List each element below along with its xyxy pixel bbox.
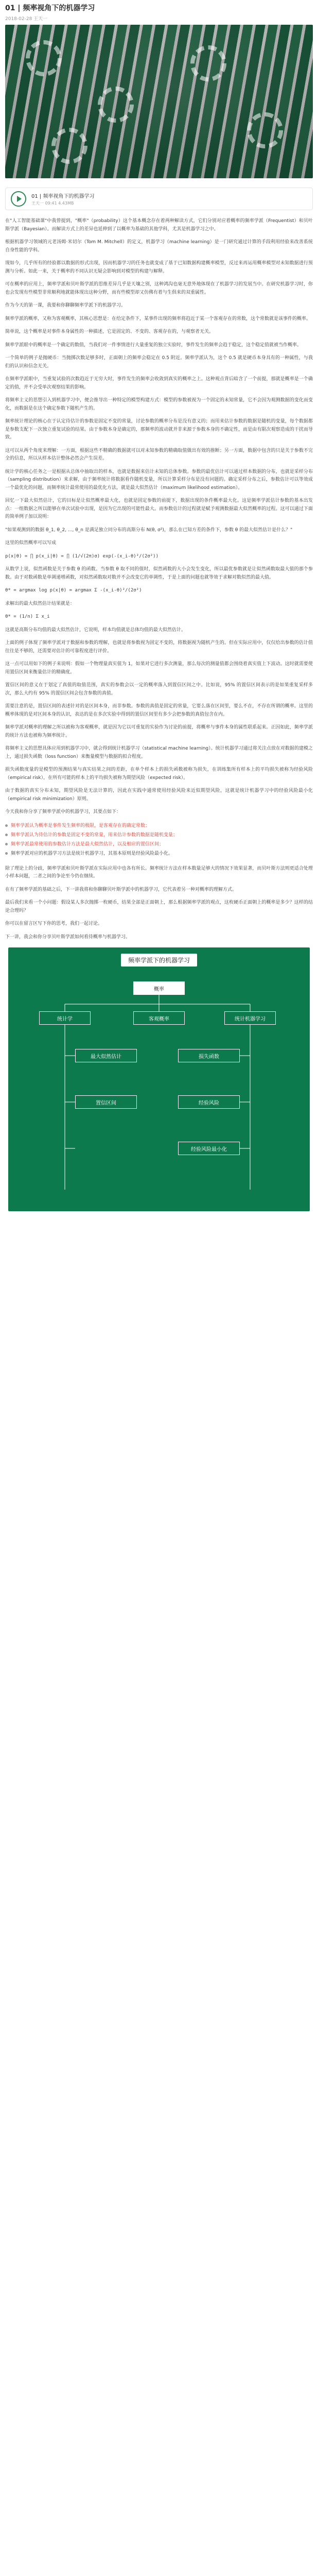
paragraph: 频率学派对概率的理解之所以被称为客观概率，就是因为它以可重复的实验作为讨论的前提，将概率与事件本身的属性联系起来。正因如此，频率学派的统计方法也被称为频率统计。 bbox=[5, 725, 313, 738]
list-item: 频率学派对应的机器学习方法是统计机器学习，其基本原则是经验风险最小化。 bbox=[5, 850, 313, 858]
audio-subtitle: 王天一 09:41 4.43MB bbox=[31, 201, 74, 206]
paragraph: 在有了频率学派的基础之后，下一讲我将和你聊聊贝叶斯学派中的机器学习，它代表着另一种对概率的理解方式。 bbox=[5, 887, 237, 892]
paragraph: 这可以从两个角度来理解：一方面，根据这些不精确的数据就可以对未知参数的精确取值做出有效的推断；另一方面，数据中包含的只是关于参数不完全的信息，所以从样本估计整体必然会产生误差。 bbox=[5, 448, 313, 461]
equation: p(x|θ) = ∏ p(x_i|θ) = ∏ (1/√(2π)σ) exp(-(x_i-θ)²/(2σ²)) bbox=[5, 553, 159, 559]
paragraph: 在"人工智能基础课"中我曾提到，"概率"（probability）这个基本概念存在着两种解读方式，它们分别对应着概率的频率学派（Frequentist）和贝叶斯学派（Bayesian）。而解读方式上的差异也延伸到了以概率为基础的其他学科，尤其是机器学习之中。 bbox=[5, 218, 313, 232]
paragraph: 作为今天的第一课，我要和你聊聊频率学派下的机器学习。 bbox=[5, 303, 126, 308]
paragraph: 根据机器学习领域的元老汤姆·米切尔（Tom M. Mitchell）的定义，机器学习（machine learning）是一门研究通过计算的手段利用经验来改善系统自身性能的学科。 bbox=[5, 240, 313, 253]
mindmap-diagram bbox=[8, 947, 310, 1211]
paragraph: 上面的例子体现了频率学派对于数据和参数的理解，也就是将参数视为固定不变的，将数据视为随机产生的。但在实际应用中，仅仅给出参数的估计值往往是不够的，还需要对估计的可靠程度进行评价。 bbox=[5, 640, 313, 654]
section-6 bbox=[5, 865, 313, 942]
paragraph: 你可以在留言区写下你的思考，我们一起讨论。 bbox=[5, 921, 103, 926]
paragraph: 频率学派的概率，又称为客观概率，其核心思想是：在给定条件下，某事件出现的频率将趋近于某一个客观存在的常数，这个常数就是该事件的概率。 bbox=[5, 316, 311, 321]
paragraph: 今天我和你分享了频率学派中的机器学习，其要点如下： bbox=[5, 809, 121, 815]
summary-list bbox=[5, 822, 313, 858]
paragraph: 可在概率的应用上，频率学派和贝叶斯学派的思维差异几乎是天壤之别，这种鸿沟也毫无意外地体现在了机器学习的发展当中。在研究机器学习时，你也会发现有些模型非常顺利地就能体现出这种分野，而有些模型却又仿佛有着与生俱来的双重属性。 bbox=[5, 282, 313, 295]
article-meta: 2018-02-28 王天一 bbox=[5, 16, 48, 22]
paragraph: 损失函数度量的是模型的预测结果与真实结果之间的差距，在单个样本上的损失函数被称为损失，在训练集所有样本上的平均损失被称为经验风险（empirical risk），在所有可能的样本上的平均损失被称为期望风险（expected risk）。 bbox=[5, 767, 313, 781]
equation: θ* = (1/n) Σ x_i bbox=[5, 614, 50, 619]
list-item: 频率学派认为概率是事件发生频率的极限，是客观存在的确定常数； bbox=[5, 822, 313, 830]
node-root: 概率 bbox=[133, 981, 185, 995]
paragraph: 最后我们来看一个小问题：假设某人多次抛掷一枚硬币，结果全部是正面朝上，那么根据频率学派的观点，这枚硬币正面朝上的概率是多少？这样的结论合理吗？ bbox=[5, 900, 313, 913]
paragraph: 统计学的核心任务之一是根据从总体中抽取出的样本，也就是数据来估计未知的总体参数。参数的最优估计可以通过样本数据的分布，也就是采样分布（sampling distribution）来求解，由于频率统计将数据看作随机变量，所以计算采样分布是没有问题的。确定采样分布之后，参数估计可以等效成一个最优化的问题，而频率统计最常使用的最优化方法，就是最大似然估计（maximum likelihood estimation）。 bbox=[5, 469, 313, 490]
node-emp-risk: 经验风险 bbox=[178, 1095, 240, 1109]
list-item: 频率学派认为待估计的参数是固定不变的常量，用来估计参数的数据是随机变量； bbox=[5, 831, 313, 839]
paragraph: 在频率学派眼中，当重复试验的次数趋近于无穷大时，事件发生的频率会收敛到真实的概率之上。这种观点背后暗含了一个前提，那就是概率是一个确定的值，并不会受单次观察结果的影响。 bbox=[5, 377, 313, 390]
section-4 bbox=[5, 639, 313, 740]
node-erm: 经验风险最小化 bbox=[178, 1142, 240, 1155]
paragraph: 现如今，几乎所有的经验都以数据的形式出现，因而机器学习的任务也就变成了基于已知数据构建概率模型，反过来再运用概率模型对未知数据进行预测与分析。如此一来，关于概率的不同认识无疑会影响到对模型的构建与解释。 bbox=[5, 261, 313, 274]
paragraph: 除了理论上的分歧，频率学派和贝叶斯学派在实际应用中也各有所长。频率统计方法在样本数量足够大的情况下效果显著，而贝叶斯方法则更适合处理小样本问题，二者之间的争论至今仍在继续。 bbox=[5, 866, 313, 879]
list-item: 频率学派最常使用的参数估计方法是最大似然估计，以及相应的置信区间； bbox=[5, 840, 313, 849]
diagram-title: 频率学派下的机器学习 bbox=[8, 954, 310, 967]
quote: "如果观测到的数据 θ_1, θ_2, ..., θ_n 是满足独立同分布的高斯分布 N(θ, σ²)，那么在已知方差的条件下，参数 θ 的最大似然估计是什么？" bbox=[5, 527, 293, 533]
paragraph: 下一讲，我会和你分享贝叶斯学派如何看待概率与机器学习。 bbox=[5, 934, 131, 940]
section-5 bbox=[5, 745, 313, 817]
node-frequency: 客观概率 bbox=[133, 1011, 185, 1025]
paragraph: 频率统计理论的核心在于认定待估计的参数是固定不变的常量，讨论参数的概率分布是没有意义的；而用来估计参数的数据是随机的变量，每个数据都是参数支配下一次独立重复试验的结果。由于参数本身是确定的，那频率的波动就并非来源于参数本身的不确定性，而是由有限次观察造成的干扰而导致。 bbox=[5, 419, 313, 440]
node-loss: 损失函数 bbox=[178, 1049, 240, 1062]
node-mle: 最大似然估计 bbox=[75, 1049, 137, 1062]
node-ml: 统计机器学习 bbox=[224, 1011, 276, 1025]
section-3 bbox=[5, 539, 313, 634]
article-title: 01 | 频率视角下的机器学习 bbox=[5, 4, 95, 12]
section-1 bbox=[5, 217, 313, 336]
paragraph: 一个简单的例子是抛硬币：当抛掷次数足够多时，正面朝上的频率会稳定在 0.5 附近。频率学派认为，这个 0.5 就是硬币本身具有的一种属性，与我们的认识和信念无关。 bbox=[5, 355, 313, 369]
paragraph: 将频率主义的思想具体应用到机器学习中，就会得到统计机器学习（statistical machine learning）。统计机器学习通过将关注点放在对数据的建模之上，通过损失函数（loss function）来衡量模型与数据的拟合程度。 bbox=[5, 746, 313, 759]
paragraph: 由于数据的真实分布未知，期望风险是无法计算的，因此在实践中通常使用经验风险来近似期望风险，这就是统计机器学习中的经验风险最小化（empirical risk minimization）原则。 bbox=[5, 788, 313, 802]
audio-title: 01 | 频率视角下的机器学习 bbox=[31, 194, 95, 199]
node-ci: 置信区间 bbox=[75, 1095, 137, 1109]
paragraph: 这里的似然概率可以写成 bbox=[5, 540, 57, 546]
paragraph: 需要注意的是，置信区间的表述针对的是区间本身，而非参数。参数的真值是固定的常量，它要么落在区间里，要么不在，不存在所谓的概率。这里的概率体现的是对区间本身的认识，表达的是在多次实验中得到的置信区间里有多少会把参数的真值包含在内。 bbox=[5, 704, 313, 717]
paragraph: 频率学派眼中的概率是一个确定的数值，当我们对一件事情进行大量重复的独立实验时，事件发生的频率会趋于稳定，这个稳定值就被当作概率。 bbox=[5, 342, 302, 348]
article-header bbox=[5, 0, 313, 22]
paragraph: 将频率主义的思想引入到机器学习中，便会推导出一种特定的模型构建方式：模型的参数被视为一个固定的未知常量，它不会因为观测数据的变化而变化，而数据是在这个确定参数下随机产生的。 bbox=[5, 398, 313, 411]
equation: θ* = argmax log p(x|θ) = argmax Σ -(x_i-θ)²/(2σ²) bbox=[5, 588, 142, 593]
hero-image bbox=[5, 25, 313, 178]
paragraph: 回忆一下最大似然估计，它的目标是让似然概率最大化，也就是固定参数的前提下，数据出现的条件概率最大化。这是频率学派估计参数的基本出发点：一组数据之所以能够在单次试验中出现，是因为它出现的可能性最大。而参数估计的过程就是赋予观测数据最大似然概率的过程。这可以通过下面的简单例子加以说明： bbox=[5, 498, 313, 519]
paragraph: 求解出的最大似然估计结果就是： bbox=[5, 601, 75, 606]
audio-player[interactable] bbox=[5, 188, 313, 210]
section-2 bbox=[5, 342, 313, 521]
play-icon[interactable] bbox=[11, 191, 26, 207]
paragraph: 从数学上说，似然函数是关于参数 θ 的函数。当参数 θ 取不同的值时，似然函数的大小会发生变化，所以最优参数就是让似然函数取最大值的那个参数。由于对数函数是单调递增函数，对似然函数取对数并不会改变它的单调性，于是上面的问题也就等效于求解对数似然的最大值。 bbox=[5, 567, 313, 580]
paragraph: 简单说，这个概率是对事件本身属性的一种描述，它是固定的、不变的、客观存在的，与观察者无关。 bbox=[5, 329, 214, 334]
node-statistics: 统计学 bbox=[39, 1011, 91, 1025]
paragraph: 这一点可以用如下的例子来说明：假如一个物理量真实值为 1，如果对它进行多次测量，那么每次的测量值都会围绕着真实值上下波动。这时就需要使用置信区间来衡量估计的精确度。 bbox=[5, 662, 313, 675]
paragraph: 置信区间的意义在于划定了真值的取值范围，真实的参数会以一定的概率落入到置信区间之中。比如说，95% 的置信区间表示的是如果重复采样多次，那么大约有 95% 的置信区间会包含参数的真值。 bbox=[5, 683, 313, 696]
paragraph: 这就是高斯分布均值的最大似然估计，它说明，样本均值就是总体均值的最大似然估计。 bbox=[5, 627, 186, 633]
